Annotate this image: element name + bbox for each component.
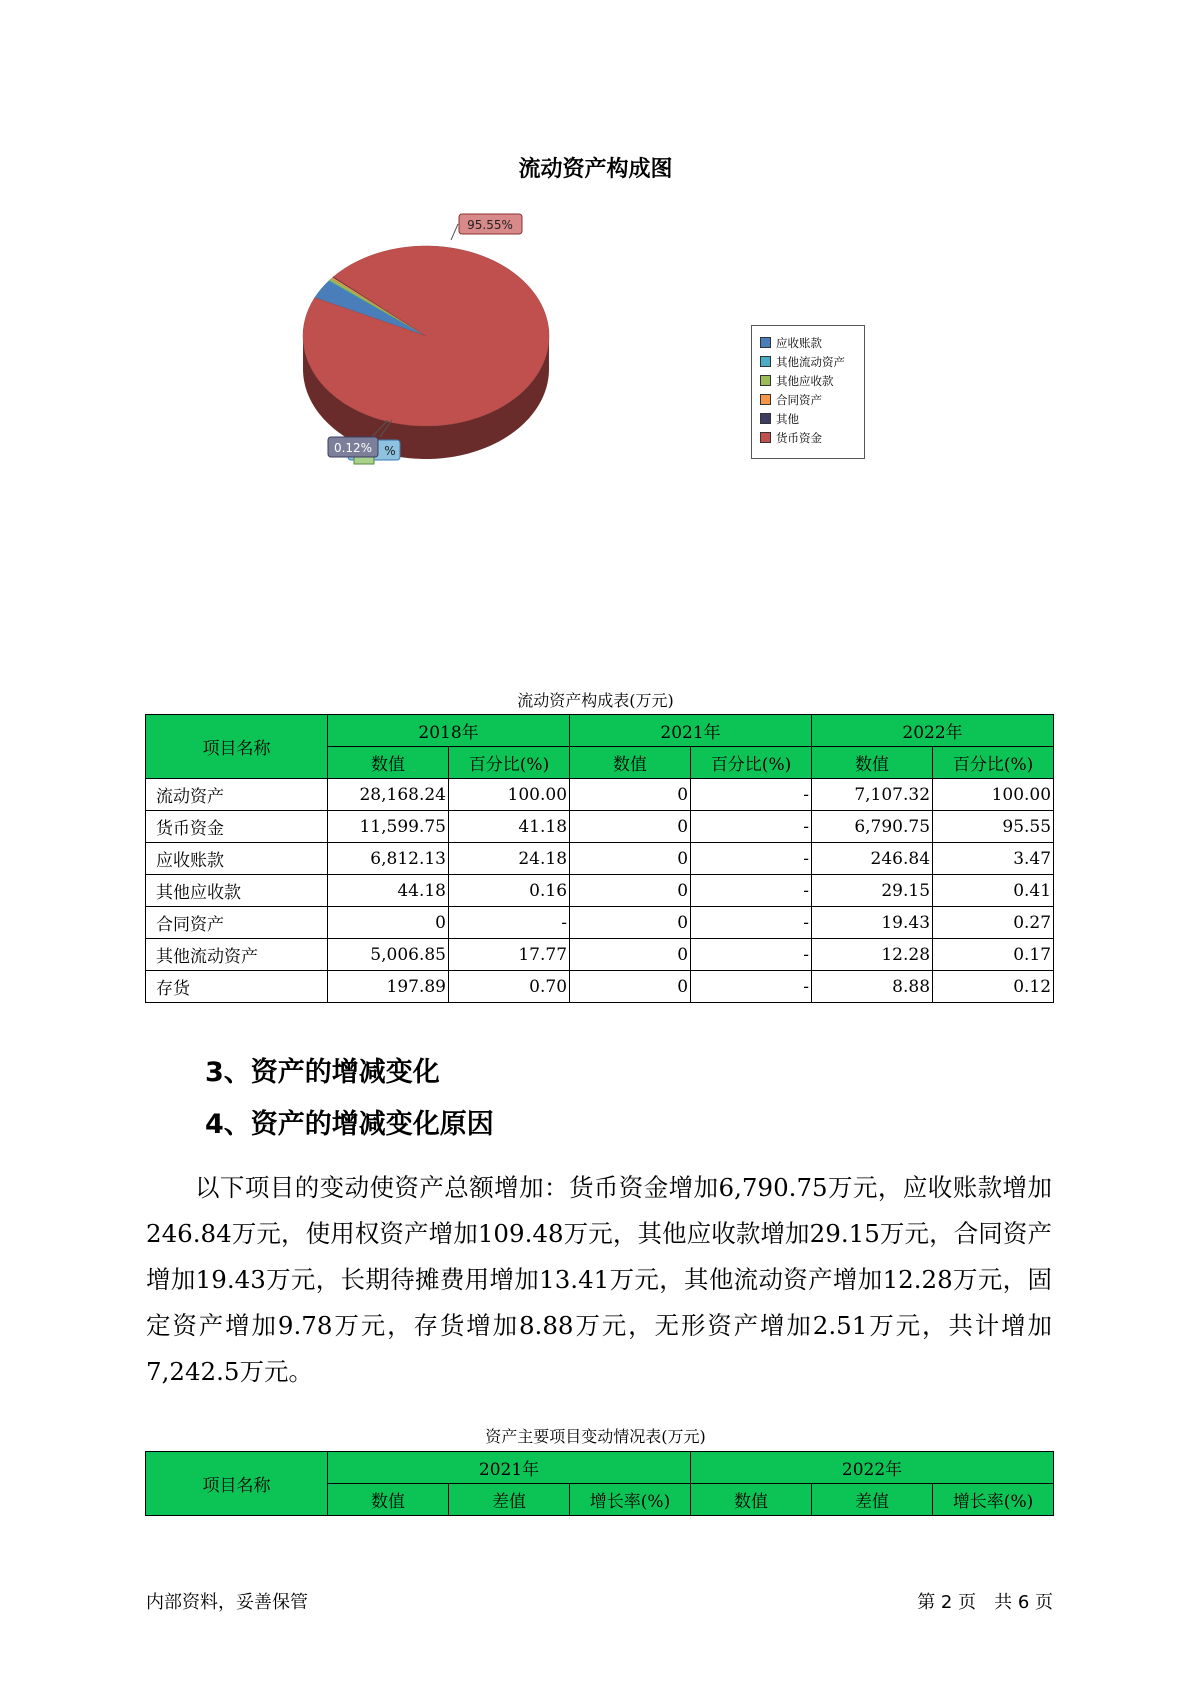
table-cell: 0.12 — [933, 971, 1054, 1003]
legend-item — [752, 409, 864, 428]
subheader-diff: 差值 — [812, 1484, 933, 1516]
legend-label: 其他 — [776, 411, 799, 426]
table-cell: 19.43 — [812, 907, 933, 939]
legend-label: 合同资产 — [776, 392, 822, 407]
section-heading-4: 4、资产的增减变化原因 — [205, 1109, 494, 1140]
table-row — [146, 779, 1054, 811]
table-cell: 0 — [570, 939, 691, 971]
subheader-percent: 百分比(%) — [691, 747, 812, 779]
subheader-value: 数值 — [570, 747, 691, 779]
section-heading-3: 3、资产的增减变化 — [205, 1057, 440, 1088]
pie-slice — [303, 246, 549, 426]
table-row — [146, 971, 1054, 1003]
row-label: 存货 — [146, 971, 328, 1003]
legend-item — [752, 390, 864, 409]
table-cell: 197.89 — [328, 971, 449, 1003]
table-cell: 0.16 — [449, 875, 570, 907]
chart-title: 流动资产构成图 — [518, 157, 673, 182]
asset-change-table — [145, 1451, 1054, 1516]
table-cell: 0.27 — [933, 907, 1054, 939]
data-label-main: 95.55% — [467, 218, 513, 232]
row-label: 合同资产 — [146, 907, 328, 939]
header-item-name: 项目名称 — [146, 715, 328, 779]
legend-swatch — [760, 337, 771, 348]
table-cell: 0.41 — [933, 875, 1054, 907]
subheader-percent: 百分比(%) — [933, 747, 1054, 779]
legend-item — [752, 371, 864, 390]
table-cell: 0.17 — [933, 939, 1054, 971]
data-label-small: 0.12% — [333, 441, 373, 455]
subheader-value: 数值 — [328, 1484, 449, 1516]
header-year-2021: 2021年 — [570, 715, 812, 747]
legend-swatch — [760, 394, 771, 405]
table-cell: 24.18 — [449, 843, 570, 875]
data-label-partial: % — [384, 444, 396, 458]
row-label: 应收账款 — [146, 843, 328, 875]
subheader-percent: 百分比(%) — [449, 747, 570, 779]
legend-label: 应收账款 — [776, 335, 822, 350]
legend-item — [752, 428, 864, 447]
table2-caption: 资产主要项目变动情况表(万元) — [485, 1427, 706, 1446]
header-year-2021: 2021年 — [328, 1452, 691, 1484]
table-cell: - — [691, 779, 812, 811]
body-paragraph: 以下项目的变动使资产总额增加：货币资金增加6,790.75万元，应收账款增加246.84万元，使用权资产增加109.48万元，其他应收款增加29.15万元，合同资产增加19.43万元，长期待摊费用增加13.41万元，其他流动资产增加12.28万元，固定资产增加9.78万元，存货增加8.88万元，无形资产增加2.51万元，共计增加7,242.5万元。 — [146, 1173, 1052, 1386]
table-cell: - — [691, 971, 812, 1003]
subheader-diff: 差值 — [449, 1484, 570, 1516]
table-cell: 95.55 — [933, 811, 1054, 843]
row-label: 其他流动资产 — [146, 939, 328, 971]
table-cell: - — [691, 843, 812, 875]
legend-label: 其他应收款 — [776, 373, 834, 388]
table-cell: 0.70 — [449, 971, 570, 1003]
header-year-2022: 2022年 — [691, 1452, 1054, 1484]
legend-swatch — [760, 413, 771, 424]
table-cell: 6,812.13 — [328, 843, 449, 875]
table-cell: 100.00 — [449, 779, 570, 811]
legend-swatch — [760, 356, 771, 367]
header-year-2022: 2022年 — [812, 715, 1054, 747]
table-cell: 246.84 — [812, 843, 933, 875]
row-label: 货币资金 — [146, 811, 328, 843]
legend-label: 其他流动资产 — [776, 354, 845, 369]
table-cell: 5,006.85 — [328, 939, 449, 971]
table-cell: 0 — [570, 779, 691, 811]
header-year-2018: 2018年 — [328, 715, 570, 747]
table-cell: - — [691, 875, 812, 907]
table-cell: - — [691, 907, 812, 939]
table-cell: 12.28 — [812, 939, 933, 971]
table-cell: 17.77 — [449, 939, 570, 971]
subheader-growth: 增长率(%) — [933, 1484, 1054, 1516]
subheader-growth: 增长率(%) — [570, 1484, 691, 1516]
chart-legend — [751, 325, 865, 459]
table-cell: 0 — [570, 811, 691, 843]
table-cell: 100.00 — [933, 779, 1054, 811]
subheader-value: 数值 — [812, 747, 933, 779]
table-cell: - — [449, 907, 570, 939]
table-cell: 29.15 — [812, 875, 933, 907]
table-cell: 0 — [328, 907, 449, 939]
table-cell: 7,107.32 — [812, 779, 933, 811]
table1-caption: 流动资产构成表(万元) — [517, 691, 674, 710]
legend-label: 货币资金 — [776, 430, 822, 445]
table-row — [146, 843, 1054, 875]
footer-confidential: 内部资料，妥善保管 — [146, 1592, 308, 1613]
subheader-value: 数值 — [691, 1484, 812, 1516]
table-row — [146, 907, 1054, 939]
table-cell: 8.88 — [812, 971, 933, 1003]
legend-swatch — [760, 375, 771, 386]
table-cell: 44.18 — [328, 875, 449, 907]
table-cell: 11,599.75 — [328, 811, 449, 843]
table-row — [146, 875, 1054, 907]
table-cell: 6,790.75 — [812, 811, 933, 843]
row-label: 流动资产 — [146, 779, 328, 811]
legend-item — [752, 333, 864, 352]
table-cell: 28,168.24 — [328, 779, 449, 811]
table-cell: 41.18 — [449, 811, 570, 843]
table-cell: 3.47 — [933, 843, 1054, 875]
table-cell: - — [691, 811, 812, 843]
footer-page-number: 第 2 页 共 6 页 — [917, 1592, 1053, 1613]
table-cell: 0 — [570, 875, 691, 907]
table-cell: 0 — [570, 907, 691, 939]
table-row — [146, 811, 1054, 843]
current-assets-table — [145, 714, 1054, 1003]
table-cell: 0 — [570, 971, 691, 1003]
legend-item — [752, 352, 864, 371]
legend-swatch — [760, 432, 771, 443]
row-label: 其他应收款 — [146, 875, 328, 907]
table-cell: - — [691, 939, 812, 971]
pie-chart — [0, 0, 1191, 520]
subheader-value: 数值 — [328, 747, 449, 779]
header-item-name: 项目名称 — [146, 1452, 328, 1516]
table-row — [146, 939, 1054, 971]
table-cell: 0 — [570, 843, 691, 875]
